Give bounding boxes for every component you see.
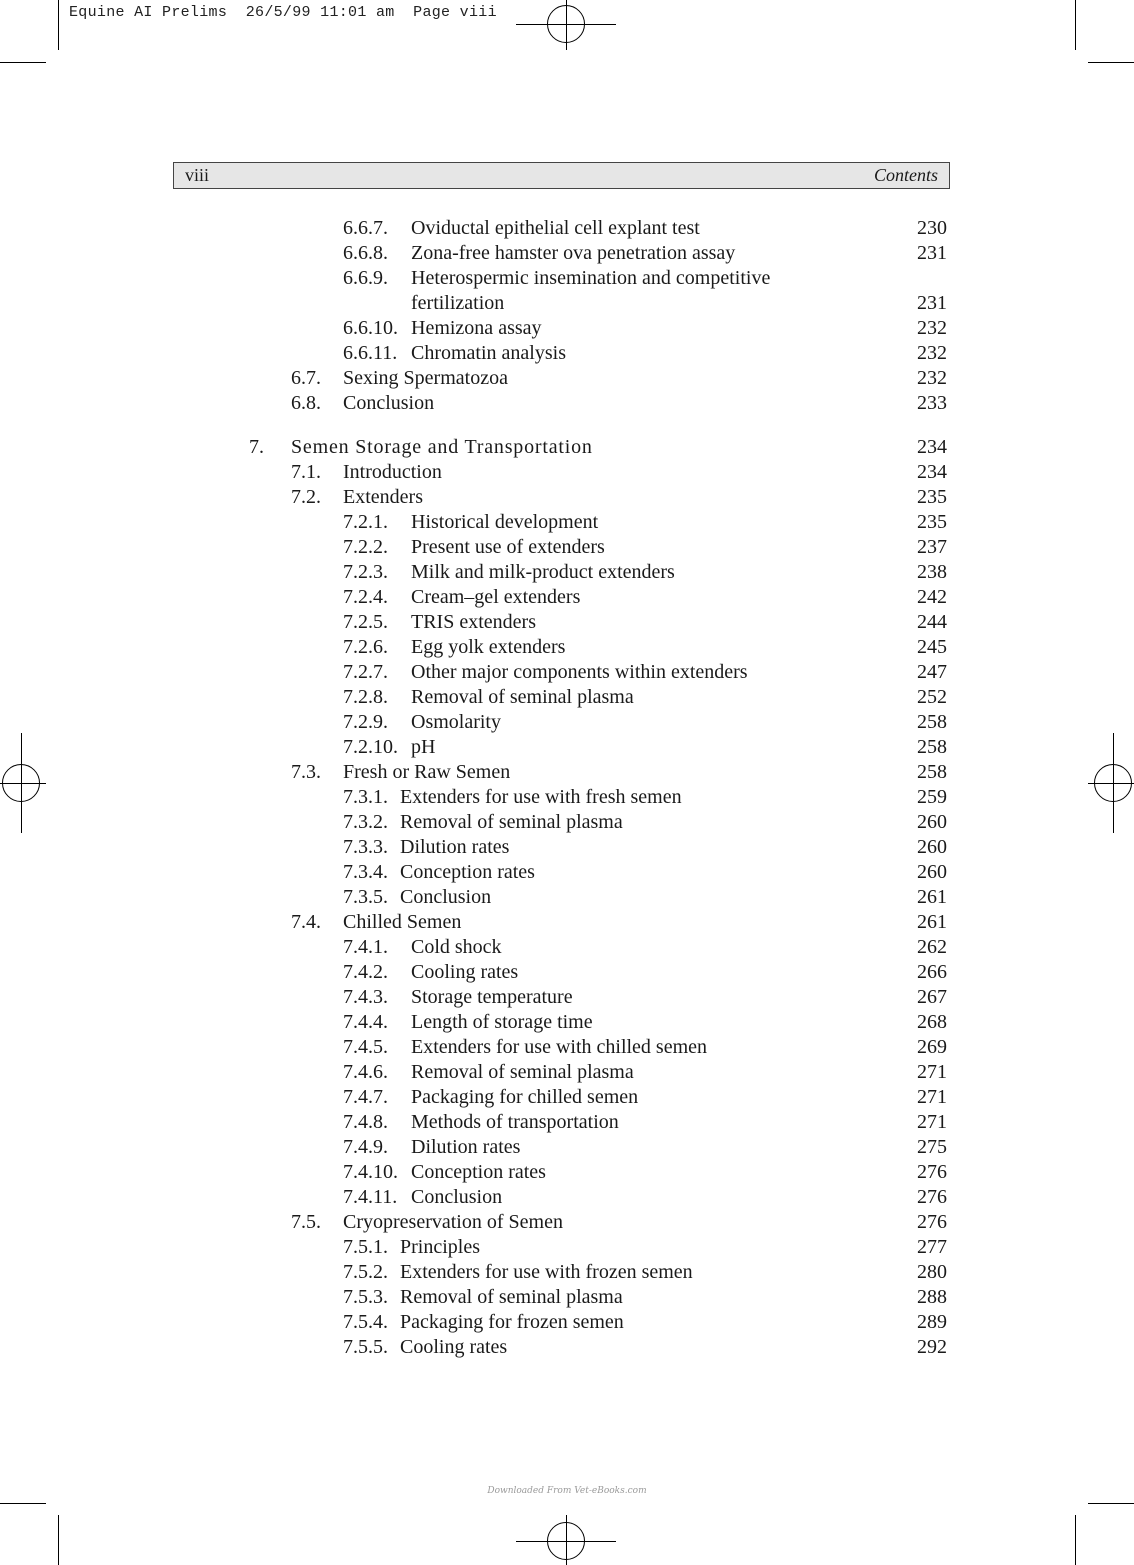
toc-entry-number: 7.2.2. bbox=[343, 536, 388, 558]
toc-entry bbox=[0, 810, 1134, 835]
toc-entry bbox=[0, 1235, 1134, 1260]
toc-entry bbox=[0, 1185, 1134, 1210]
toc-entry-number: 7.2.10. bbox=[343, 736, 398, 758]
toc-entry-title: Extenders for use with frozen semen bbox=[400, 1261, 693, 1283]
toc-entry-page: 271 bbox=[917, 1061, 947, 1083]
toc-entry-number: 7.4.1. bbox=[343, 936, 388, 958]
toc-entry-page: 237 bbox=[917, 536, 947, 558]
toc-entry-title: Introduction bbox=[343, 461, 442, 483]
toc-entry-number: 6.6.9. bbox=[343, 267, 388, 289]
toc-entry bbox=[0, 660, 1134, 685]
toc-entry-title: Cooling rates bbox=[411, 961, 519, 983]
toc-entry-number: 7.2.1. bbox=[343, 511, 388, 533]
toc-entry-title: Methods of transportation bbox=[411, 1111, 619, 1133]
toc-entry-title: Historical development bbox=[411, 511, 599, 533]
toc-entry-number: 7.4.3. bbox=[343, 986, 388, 1008]
toc-entry bbox=[0, 785, 1134, 810]
toc-entry-page: 234 bbox=[917, 436, 947, 458]
toc-entry bbox=[0, 735, 1134, 760]
toc-entry-number: 7.4.4. bbox=[343, 1011, 388, 1033]
toc-entry-title: Other major components within extenders bbox=[411, 661, 748, 683]
toc-entry bbox=[0, 585, 1134, 610]
toc-entry bbox=[0, 266, 1134, 291]
toc-entry bbox=[0, 560, 1134, 585]
toc-entry bbox=[0, 316, 1134, 341]
toc-entry-title: Removal of seminal plasma bbox=[411, 1061, 634, 1083]
toc-entry-page: 232 bbox=[917, 342, 947, 364]
toc-entry-number: 7.4.8. bbox=[343, 1111, 388, 1133]
toc-entry bbox=[0, 1135, 1134, 1160]
toc-entry-number: 7.2.5. bbox=[343, 611, 388, 633]
toc-entry bbox=[0, 935, 1134, 960]
toc-entry bbox=[0, 835, 1134, 860]
toc-entry bbox=[0, 760, 1134, 785]
toc-entry-page: 234 bbox=[917, 461, 947, 483]
toc-entry-title: Principles bbox=[400, 1236, 480, 1258]
toc-entry bbox=[0, 460, 1134, 485]
toc-entry-title: Storage temperature bbox=[411, 986, 573, 1008]
toc-entry-title: Semen Storage and Transportation bbox=[291, 436, 593, 458]
toc-entry-page: 232 bbox=[917, 367, 947, 389]
watermark: Downloaded From Vet-eBooks.com bbox=[487, 1486, 647, 1496]
toc-entry-title: Present use of extenders bbox=[411, 536, 605, 558]
toc-entry-page: 275 bbox=[917, 1136, 947, 1158]
toc-entry-page: 268 bbox=[917, 1011, 947, 1033]
toc-entry-page: 242 bbox=[917, 586, 947, 608]
toc-entry bbox=[0, 1035, 1134, 1060]
toc-entry-title: Removal of seminal plasma bbox=[400, 1286, 623, 1308]
toc-entry bbox=[0, 341, 1134, 366]
toc-entry bbox=[0, 1210, 1134, 1235]
toc-entry-page: 288 bbox=[917, 1286, 947, 1308]
toc-entry-number: 6.6.11. bbox=[343, 342, 398, 364]
toc-entry bbox=[0, 635, 1134, 660]
toc-entry-title: Extenders bbox=[343, 486, 423, 508]
toc-entry-title: Cold shock bbox=[411, 936, 502, 958]
toc-entry-page: 247 bbox=[917, 661, 947, 683]
toc-entry bbox=[0, 391, 1134, 416]
toc-entry-number: 7.3.5. bbox=[343, 886, 388, 908]
toc-entry-title: Removal of seminal plasma bbox=[400, 811, 623, 833]
toc-entry-number: 6.8. bbox=[291, 392, 321, 414]
toc-entry-number: 7.5.1. bbox=[343, 1236, 388, 1258]
toc-entry-title: Conclusion bbox=[400, 886, 492, 908]
toc-entry bbox=[0, 910, 1134, 935]
toc-entry-title: Zona-free hamster ova penetration assay bbox=[411, 242, 736, 264]
toc-entry-title: pH bbox=[411, 736, 436, 758]
toc-entry-page: 266 bbox=[917, 961, 947, 983]
toc-entry-page: 258 bbox=[917, 711, 947, 733]
toc-entry bbox=[0, 291, 1134, 316]
toc-entry bbox=[0, 960, 1134, 985]
toc-entry-number: 7.2. bbox=[291, 486, 321, 508]
toc-entry-page: 261 bbox=[917, 886, 947, 908]
toc-entry bbox=[0, 1160, 1134, 1185]
toc-entry-page: 262 bbox=[917, 936, 947, 958]
toc-entry-number: 6.6.8. bbox=[343, 242, 388, 264]
toc-entry-page: 232 bbox=[917, 317, 947, 339]
toc-entry-title: TRIS extenders bbox=[411, 611, 536, 633]
toc-entry-title: Packaging for frozen semen bbox=[400, 1311, 624, 1333]
toc-entry-number: 6.7. bbox=[291, 367, 321, 389]
toc-entry-number: 7.4.7. bbox=[343, 1086, 388, 1108]
toc-entry-title: Conclusion bbox=[411, 1186, 503, 1208]
toc-entry-title: Cooling rates bbox=[400, 1336, 508, 1358]
toc-entry bbox=[0, 510, 1134, 535]
toc-entry-page: 238 bbox=[917, 561, 947, 583]
toc-entry-page: 235 bbox=[917, 511, 947, 533]
toc-entry-page: 230 bbox=[917, 217, 947, 239]
toc-entry-title: fertilization bbox=[411, 292, 505, 314]
toc-entry-number: 7.5.4. bbox=[343, 1311, 388, 1333]
toc-entry-page: 289 bbox=[917, 1311, 947, 1333]
toc-entry-number: 7.2.8. bbox=[343, 686, 388, 708]
toc-entry-page: 276 bbox=[917, 1161, 947, 1183]
toc-entry-title: Packaging for chilled semen bbox=[411, 1086, 639, 1108]
toc-entry-number: 7.5. bbox=[291, 1211, 321, 1233]
toc-entry-number: 7.2.9. bbox=[343, 711, 388, 733]
toc-entry-title: Extenders for use with fresh semen bbox=[400, 786, 682, 808]
toc-entry-page: 231 bbox=[917, 242, 947, 264]
toc-entry-title: Heterospermic insemination and competitive bbox=[411, 267, 771, 289]
toc-entry bbox=[0, 1060, 1134, 1085]
toc-entry-title: Dilution rates bbox=[400, 836, 510, 858]
toc-entry-title: Egg yolk extenders bbox=[411, 636, 566, 658]
toc-entry-page: 244 bbox=[917, 611, 947, 633]
toc-entry-page: 276 bbox=[917, 1211, 947, 1233]
toc-entry-page: 271 bbox=[917, 1086, 947, 1108]
page-number: viii bbox=[185, 165, 210, 185]
toc-entry bbox=[0, 1260, 1134, 1285]
toc-entry-title: Chromatin analysis bbox=[411, 342, 566, 364]
toc-entry bbox=[0, 610, 1134, 635]
toc-entry-page: 258 bbox=[917, 761, 947, 783]
toc-entry bbox=[0, 485, 1134, 510]
toc-entry-title: Fresh or Raw Semen bbox=[343, 761, 511, 783]
toc-entry-title: Osmolarity bbox=[411, 711, 501, 733]
toc-entry-number: 7.1. bbox=[291, 461, 321, 483]
toc-entry-title: Removal of seminal plasma bbox=[411, 686, 634, 708]
toc-entry-page: 280 bbox=[917, 1261, 947, 1283]
toc-entry-title: Chilled Semen bbox=[343, 911, 462, 933]
toc-chapter-entry bbox=[0, 435, 1134, 460]
toc-entry-page: 277 bbox=[917, 1236, 947, 1258]
toc-entry-page: 260 bbox=[917, 836, 947, 858]
toc-entry-number: 7. bbox=[249, 436, 264, 458]
toc-entry-number: 7.5.3. bbox=[343, 1286, 388, 1308]
toc-entry-title: Hemizona assay bbox=[411, 317, 542, 339]
toc-entry-number: 7.3.2. bbox=[343, 811, 388, 833]
toc-entry-page: 292 bbox=[917, 1336, 947, 1358]
toc-entry-page: 258 bbox=[917, 736, 947, 758]
toc-entry-number: 7.4.5. bbox=[343, 1036, 388, 1058]
toc-entry-number: 7.3. bbox=[291, 761, 321, 783]
toc-entry-title: Cream–gel extenders bbox=[411, 586, 581, 608]
toc-entry-number: 7.2.6. bbox=[343, 636, 388, 658]
toc-entry bbox=[0, 1335, 1134, 1360]
toc-entry-number: 7.4.11. bbox=[343, 1186, 398, 1208]
running-title: Contents bbox=[873, 165, 938, 185]
toc-entry-number: 7.4.9. bbox=[343, 1136, 388, 1158]
toc-entry-page: 235 bbox=[917, 486, 947, 508]
toc-entry-number: 6.6.10. bbox=[343, 317, 398, 339]
toc-entry bbox=[0, 216, 1134, 241]
toc-entry bbox=[0, 1110, 1134, 1135]
toc-entry-page: 233 bbox=[917, 392, 947, 414]
toc-entry-number: 7.3.1. bbox=[343, 786, 388, 808]
toc-entry bbox=[0, 710, 1134, 735]
toc-entry-page: 269 bbox=[917, 1036, 947, 1058]
toc-entry-title: Conception rates bbox=[400, 861, 535, 883]
toc-entry bbox=[0, 985, 1134, 1010]
toc-entry-page: 267 bbox=[917, 986, 947, 1008]
toc-entry-title: Dilution rates bbox=[411, 1136, 521, 1158]
toc-entry bbox=[0, 1310, 1134, 1335]
toc-entry-page: 261 bbox=[917, 911, 947, 933]
toc-entry-title: Conception rates bbox=[411, 1161, 546, 1183]
toc-entry-page: 252 bbox=[917, 686, 947, 708]
toc-entry-title: Oviductal epithelial cell explant test bbox=[411, 217, 700, 239]
toc-entry-number: 7.2.7. bbox=[343, 661, 388, 683]
toc-entry bbox=[0, 1085, 1134, 1110]
toc-entry-number: 7.2.4. bbox=[343, 586, 388, 608]
running-header bbox=[173, 162, 950, 189]
toc-entry-number: 7.4.2. bbox=[343, 961, 388, 983]
toc-entry-page: 260 bbox=[917, 861, 947, 883]
toc-entry-number: 7.3.3. bbox=[343, 836, 388, 858]
toc-entry bbox=[0, 1010, 1134, 1035]
toc-entry-number: 7.5.2. bbox=[343, 1261, 388, 1283]
toc-entry bbox=[0, 685, 1134, 710]
toc-entry-title: Length of storage time bbox=[411, 1011, 593, 1033]
toc-entry-number: 7.4.10. bbox=[343, 1161, 398, 1183]
toc-entry-number: 7.2.3. bbox=[343, 561, 388, 583]
toc-entry-title: Milk and milk-product extenders bbox=[411, 561, 675, 583]
toc-entry bbox=[0, 885, 1134, 910]
toc-entry-title: Sexing Spermatozoa bbox=[343, 367, 508, 389]
toc-entry-page: 276 bbox=[917, 1186, 947, 1208]
toc-entry bbox=[0, 860, 1134, 885]
toc-entry-title: Cryopreservation of Semen bbox=[343, 1211, 563, 1233]
toc-entry bbox=[0, 366, 1134, 391]
toc-entry bbox=[0, 1285, 1134, 1310]
toc-entry-number: 7.5.5. bbox=[343, 1336, 388, 1358]
toc-entry-title: Extenders for use with chilled semen bbox=[411, 1036, 708, 1058]
toc-entry-title: Conclusion bbox=[343, 392, 435, 414]
toc-entry-page: 231 bbox=[917, 292, 947, 314]
toc-entry-page: 271 bbox=[917, 1111, 947, 1133]
toc-entry-number: 6.6.7. bbox=[343, 217, 388, 239]
toc-entry-number: 7.4.6. bbox=[343, 1061, 388, 1083]
toc-entry bbox=[0, 241, 1134, 266]
printer-slug: Equine AI Prelims 26/5/99 11:01 am Page viii bbox=[69, 4, 497, 21]
toc-entry-page: 245 bbox=[917, 636, 947, 658]
toc-entry-page: 259 bbox=[917, 786, 947, 808]
toc-entry-number: 7.4. bbox=[291, 911, 321, 933]
toc-entry-page: 260 bbox=[917, 811, 947, 833]
toc-entry bbox=[0, 535, 1134, 560]
toc-entry-number: 7.3.4. bbox=[343, 861, 388, 883]
